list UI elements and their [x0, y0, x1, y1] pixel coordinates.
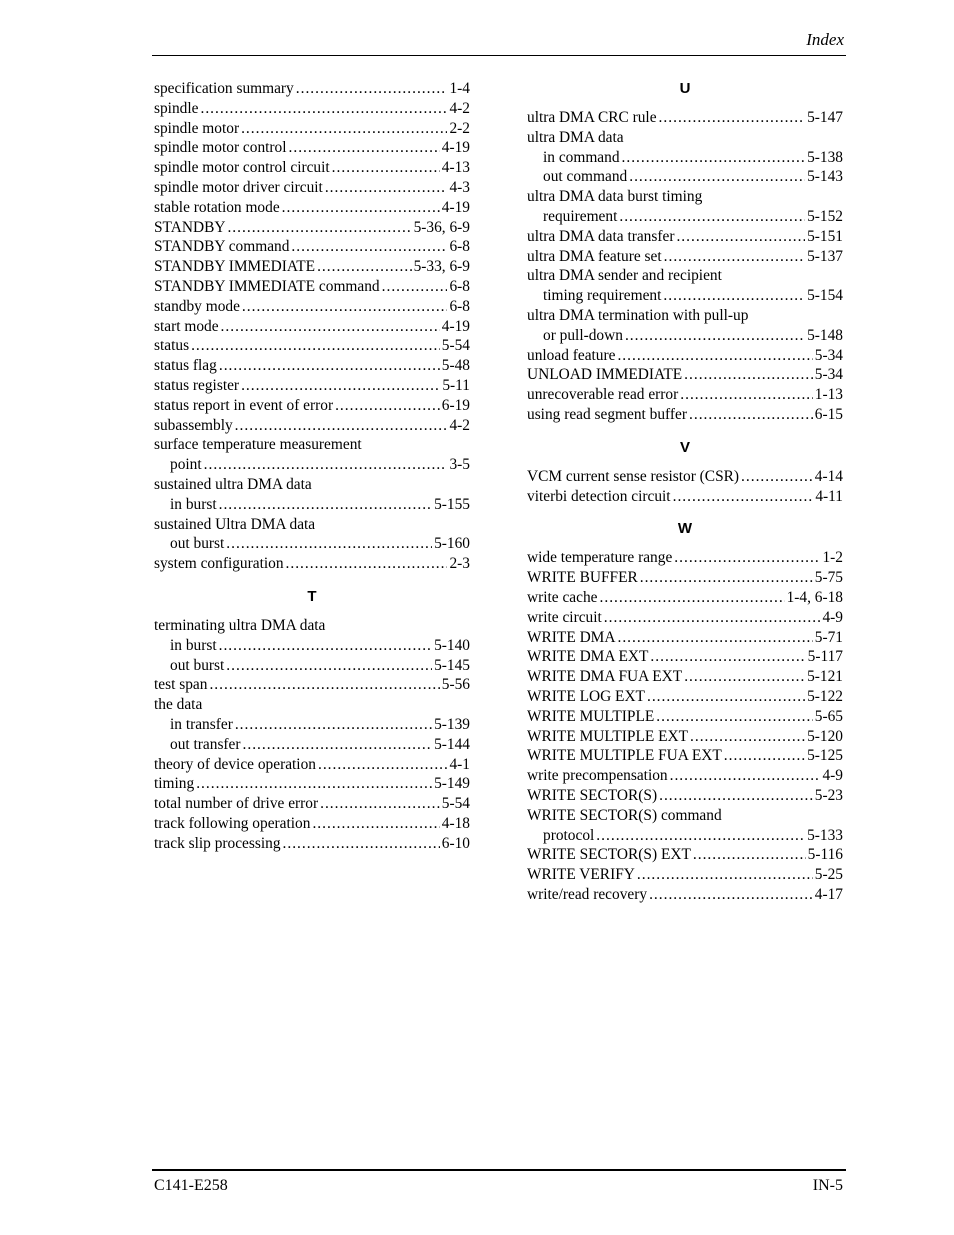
index-page-ref: 5-121 [807, 668, 843, 686]
dot-leader [741, 467, 813, 487]
dot-leader [320, 794, 440, 814]
dot-leader [241, 119, 447, 139]
index-subentry [527, 826, 843, 846]
dot-leader [663, 286, 805, 306]
index-term: WRITE DMA FUA EXT [527, 668, 683, 686]
dot-leader [219, 356, 440, 376]
index-term: the data [154, 696, 203, 714]
index-page-ref: 5-34 [814, 346, 843, 364]
index-page-ref: 5-160 [434, 535, 470, 553]
dot-leader [318, 755, 448, 775]
dot-leader [596, 826, 805, 846]
index-entry [154, 515, 470, 535]
index-entry [527, 667, 843, 687]
index-page-ref: 5-155 [434, 495, 470, 513]
index-term: or pull-down [543, 326, 623, 344]
dot-leader [312, 814, 439, 834]
dot-leader [226, 656, 432, 676]
index-term: WRITE LOG EXT [527, 687, 645, 705]
index-page-ref: 3-5 [449, 456, 470, 474]
index-page-ref: 1-4 [449, 80, 470, 97]
index-entry [527, 628, 843, 648]
index-page-ref: 5-140 [434, 636, 470, 654]
index-entry [527, 608, 843, 628]
dot-leader [382, 277, 448, 297]
index-page-ref: 2-2 [449, 119, 470, 137]
index-page-ref: 6-15 [814, 405, 843, 423]
index-page-ref: 4-11 [815, 487, 843, 505]
index-entry [527, 766, 843, 786]
index-entry [527, 727, 843, 747]
index-term: standby mode [154, 297, 240, 315]
index-page-ref: 5-139 [434, 715, 470, 733]
index-entry [527, 647, 843, 667]
index-term: write precompensation [527, 767, 668, 785]
dot-leader [204, 455, 448, 475]
index-entry [527, 588, 843, 608]
index-term: in command [543, 148, 620, 166]
index-term: surface temperature measurement [154, 436, 362, 454]
index-term: out transfer [170, 735, 241, 753]
index-entry [154, 178, 470, 198]
index-term: ultra DMA data burst timing [527, 188, 703, 206]
index-term: spindle motor driver circuit [154, 178, 323, 196]
index-term: STANDBY IMMEDIATE [154, 258, 316, 276]
dot-leader [676, 227, 805, 247]
index-entry [527, 467, 843, 487]
index-page-ref: 5-116 [807, 846, 843, 864]
index-term: unload feature [527, 346, 616, 364]
index-entry [154, 356, 470, 376]
index-entry [154, 554, 470, 574]
index-term: track following operation [154, 814, 311, 832]
index-entry [154, 218, 470, 238]
index-page-ref: 4-18 [441, 814, 470, 832]
index-page-ref: 5-34 [814, 366, 843, 384]
index-term: timing [154, 775, 195, 793]
index-term: ultra DMA data transfer [527, 227, 675, 245]
dot-leader [629, 167, 805, 187]
index-term: in burst [170, 495, 217, 513]
index-page-ref: 5-122 [807, 687, 843, 705]
index-page-ref: 2-3 [449, 555, 470, 573]
dot-leader [241, 376, 440, 396]
index-term: stable rotation mode [154, 198, 280, 216]
index-term: protocol [543, 826, 595, 844]
index-page-ref: 5-133 [807, 826, 843, 844]
dot-leader [689, 405, 813, 425]
index-term: viterbi detection circuit [527, 487, 671, 505]
index-entry [154, 435, 470, 455]
index-section-letter: T [307, 587, 317, 605]
index-entry [527, 548, 843, 568]
index-term: theory of device operation [154, 755, 316, 773]
index-entry [154, 277, 470, 297]
index-page-ref: 4-1 [449, 755, 470, 773]
dot-leader [690, 727, 805, 747]
index-entry [154, 695, 470, 715]
index-page-ref: 5-71 [814, 628, 843, 646]
index-page-ref: 4-14 [814, 467, 843, 485]
index-term: write circuit [527, 608, 602, 626]
index-page-ref: 5-117 [807, 648, 843, 666]
index-entry [154, 336, 470, 356]
index-page-ref: 5-154 [807, 287, 843, 305]
index-term: ultra DMA sender and recipient [527, 267, 722, 285]
index-entry [154, 297, 470, 317]
index-page-ref: 4-9 [822, 767, 843, 785]
index-page-ref: 5-48 [441, 357, 470, 375]
index-entry [154, 416, 470, 436]
index-term: ultra DMA termination with pull-up [527, 306, 749, 324]
dot-leader [235, 416, 448, 436]
dot-leader [200, 99, 447, 119]
index-term: sustained Ultra DMA data [154, 515, 316, 533]
index-entry [154, 79, 470, 99]
index-entry [154, 158, 470, 178]
index-term: WRITE SECTOR(S) EXT [527, 846, 691, 864]
index-term: STANDBY [154, 218, 226, 236]
index-term: status register [154, 376, 240, 394]
index-entry [154, 675, 470, 695]
index-page-ref: 1-4, 6-18 [786, 588, 843, 606]
index-entry [527, 885, 843, 905]
dot-leader [209, 675, 439, 695]
index-page-ref: 5-147 [807, 109, 843, 126]
index-term: WRITE VERIFY [527, 866, 635, 884]
index-entry [527, 568, 843, 588]
footer-rule [152, 1169, 846, 1171]
dot-leader [604, 608, 821, 628]
index-term: ultra DMA feature set [527, 247, 662, 265]
dot-leader [680, 385, 813, 405]
index-page-ref: 5-151 [807, 227, 843, 245]
dot-leader [640, 568, 813, 588]
index-term: write/read recovery [527, 885, 648, 903]
index-entry [527, 108, 843, 128]
index-term: write cache [527, 588, 598, 606]
index-term: track slip processing [154, 834, 281, 852]
index-page-ref: 5-54 [441, 337, 470, 355]
dot-leader [221, 317, 440, 337]
index-page-ref: 5-148 [807, 326, 843, 344]
index-entry [154, 396, 470, 416]
index-entry [527, 845, 843, 865]
index-page-ref: 4-2 [449, 416, 470, 434]
index-term: out command [543, 168, 628, 186]
index-page-ref: 5-36, 6-9 [413, 218, 470, 236]
dot-leader [673, 487, 814, 507]
dot-leader [191, 336, 440, 356]
index-term: unrecoverable read error [527, 386, 679, 404]
index-subentry [527, 286, 843, 306]
index-page-ref: 6-8 [449, 238, 470, 256]
index-term: specification summary [154, 80, 294, 97]
index-page-ref: 4-3 [449, 178, 470, 196]
index-term: terminating ultra DMA data [154, 616, 326, 634]
index-section-letter: V [679, 438, 690, 456]
index-column-left [154, 79, 470, 853]
index-page-ref: 4-2 [449, 99, 470, 117]
dot-leader [684, 667, 805, 687]
dot-leader [622, 148, 806, 168]
index-entry [154, 814, 470, 834]
dot-leader [724, 746, 805, 766]
index-subentry [154, 455, 470, 475]
index-entry [527, 865, 843, 885]
index-subentry [154, 495, 470, 515]
index-entry [154, 616, 470, 636]
index-term: timing requirement [543, 287, 662, 305]
dot-leader [242, 297, 448, 317]
index-term: WRITE SECTOR(S) [527, 786, 658, 804]
index-subentry [154, 715, 470, 735]
index-page-ref: 6-19 [441, 396, 470, 414]
dot-leader [243, 735, 433, 755]
index-subentry [527, 167, 843, 187]
index-term: WRITE SECTOR(S) command [527, 806, 722, 824]
index-term: STANDBY command [154, 238, 290, 256]
dot-leader [659, 108, 806, 128]
index-page-ref: 5-143 [807, 168, 843, 186]
index-term: system configuration [154, 555, 284, 573]
index-term: status report in event of error [154, 396, 334, 414]
dot-leader [674, 548, 820, 568]
index-term: status flag [154, 357, 217, 375]
index-entry [154, 317, 470, 337]
index-term: test span [154, 676, 208, 694]
dot-leader [286, 554, 448, 574]
index-page-ref: 5-23 [814, 786, 843, 804]
index-page-ref: 6-8 [449, 277, 470, 295]
index-term: WRITE DMA EXT [527, 648, 649, 666]
index-subentry [154, 636, 470, 656]
index-term: spindle motor control [154, 139, 287, 157]
index-page-ref: 5-149 [434, 775, 470, 793]
index-term: out burst [170, 656, 225, 674]
index-entry [154, 99, 470, 119]
index-page-ref: 4-9 [822, 608, 843, 626]
index-column-right [527, 79, 843, 905]
dot-leader [670, 766, 821, 786]
dot-leader [282, 198, 440, 218]
index-term: WRITE MULTIPLE EXT [527, 727, 689, 745]
dot-leader [656, 707, 813, 727]
dot-leader [296, 79, 448, 99]
index-section-letter: U [679, 80, 691, 97]
index-page-ref: 4-19 [441, 198, 470, 216]
index-page-ref: 5-145 [434, 656, 470, 674]
dot-leader [332, 158, 440, 178]
dot-leader [335, 396, 440, 416]
index-term: ultra DMA CRC rule [527, 109, 657, 126]
index-entry [527, 687, 843, 707]
dot-leader [619, 207, 805, 227]
index-entry [527, 227, 843, 247]
header-rule [152, 55, 846, 56]
index-subentry [154, 735, 470, 755]
index-entry [527, 266, 843, 286]
index-section-letter: W [677, 520, 693, 538]
index-term: requirement [543, 207, 618, 225]
index-entry [154, 237, 470, 257]
index-entry [527, 806, 843, 826]
index-page-ref: 5-120 [807, 727, 843, 745]
index-term: VCM current sense resistor (CSR) [527, 467, 740, 485]
index-entry [154, 376, 470, 396]
dot-leader [235, 715, 432, 735]
index-term: using read segment buffer [527, 405, 687, 423]
dot-leader [693, 845, 806, 865]
index-term: spindle motor [154, 119, 240, 137]
dot-leader [600, 588, 785, 608]
index-entry [154, 119, 470, 139]
index-term: WRITE MULTIPLE [527, 707, 655, 725]
dot-leader [684, 365, 813, 385]
dot-leader [283, 834, 440, 854]
index-page-ref: 6-10 [441, 834, 470, 852]
index-page-ref: 5-56 [441, 676, 470, 694]
dot-leader [617, 628, 812, 648]
index-entry [527, 128, 843, 148]
index-subentry [154, 656, 470, 676]
dot-leader [219, 495, 432, 515]
index-entry [527, 346, 843, 366]
index-page-ref: 1-13 [814, 386, 843, 404]
dot-leader [317, 257, 411, 277]
index-entry [154, 774, 470, 794]
dot-leader [226, 534, 432, 554]
dot-leader [617, 346, 812, 366]
index-page-ref: 4-19 [441, 139, 470, 157]
index-entry [527, 487, 843, 507]
footer-doc-code: C141-E258 [154, 1177, 228, 1194]
index-term: subassembly [154, 416, 233, 434]
dot-leader [637, 865, 813, 885]
index-page-ref: 5-54 [441, 795, 470, 813]
dot-leader [227, 218, 411, 238]
running-header-title: Index [806, 30, 844, 49]
index-term: in burst [170, 636, 217, 654]
dot-leader [649, 885, 813, 905]
index-page-ref: 5-138 [807, 148, 843, 166]
index-term: spindle motor control circuit [154, 159, 330, 177]
index-page-ref: 6-8 [449, 297, 470, 315]
index-page-ref: 5-137 [807, 247, 843, 265]
index-page-ref: 5-75 [814, 569, 843, 587]
dot-leader [289, 138, 440, 158]
dot-leader [625, 326, 805, 346]
dot-leader [325, 178, 448, 198]
index-page-ref: 4-17 [814, 885, 843, 903]
index-term: WRITE MULTIPLE FUA EXT [527, 747, 722, 765]
index-term: UNLOAD IMMEDIATE [527, 366, 683, 384]
index-term: out burst [170, 535, 225, 553]
index-term: start mode [154, 317, 219, 335]
index-term: STANDBY IMMEDIATE command [154, 277, 380, 295]
index-entry [527, 385, 843, 405]
index-term: WRITE DMA [527, 628, 616, 646]
index-entry [527, 746, 843, 766]
index-entry [527, 365, 843, 385]
dot-leader [647, 687, 805, 707]
dot-leader [664, 247, 805, 267]
index-page-ref: 5-152 [807, 207, 843, 225]
dot-leader [659, 786, 813, 806]
index-page-ref: 4-13 [441, 159, 470, 177]
index-entry [527, 707, 843, 727]
index-term: WRITE BUFFER [527, 569, 638, 587]
index-page-ref: 5-125 [807, 747, 843, 765]
index-entry [527, 405, 843, 425]
index-term: in transfer [170, 715, 233, 733]
dot-leader [196, 774, 432, 794]
index-term: total number of drive error [154, 795, 319, 813]
index-subentry [527, 326, 843, 346]
dot-leader [291, 237, 447, 257]
index-page-ref: 5-25 [814, 866, 843, 884]
index-entry [527, 247, 843, 267]
index-entry [527, 306, 843, 326]
index-entry [154, 257, 470, 277]
index-page-ref: 4-19 [441, 317, 470, 335]
index-entry [154, 198, 470, 218]
footer-page-number: IN-5 [812, 1177, 843, 1194]
index-term: status [154, 337, 190, 355]
index-page-ref: 5-11 [442, 376, 470, 394]
index-entry [154, 755, 470, 775]
index-page-ref: 5-65 [814, 707, 843, 725]
index-entry [527, 786, 843, 806]
index-entry [154, 475, 470, 495]
index-entry [154, 834, 470, 854]
index-entry [154, 794, 470, 814]
index-term: ultra DMA data [527, 128, 624, 146]
index-page-ref: 1-2 [822, 549, 843, 567]
index-term: spindle [154, 99, 199, 117]
dot-leader [219, 636, 432, 656]
index-subentry [154, 534, 470, 554]
index-subentry [527, 148, 843, 168]
index-subentry [527, 207, 843, 227]
index-entry [154, 138, 470, 158]
index-term: sustained ultra DMA data [154, 475, 312, 493]
index-term: wide temperature range [527, 549, 673, 567]
index-page-ref: 5-33, 6-9 [413, 258, 470, 276]
index-entry [527, 187, 843, 207]
index-page-ref: 5-144 [434, 735, 470, 753]
dot-leader [650, 647, 805, 667]
index-term: point [170, 456, 202, 474]
